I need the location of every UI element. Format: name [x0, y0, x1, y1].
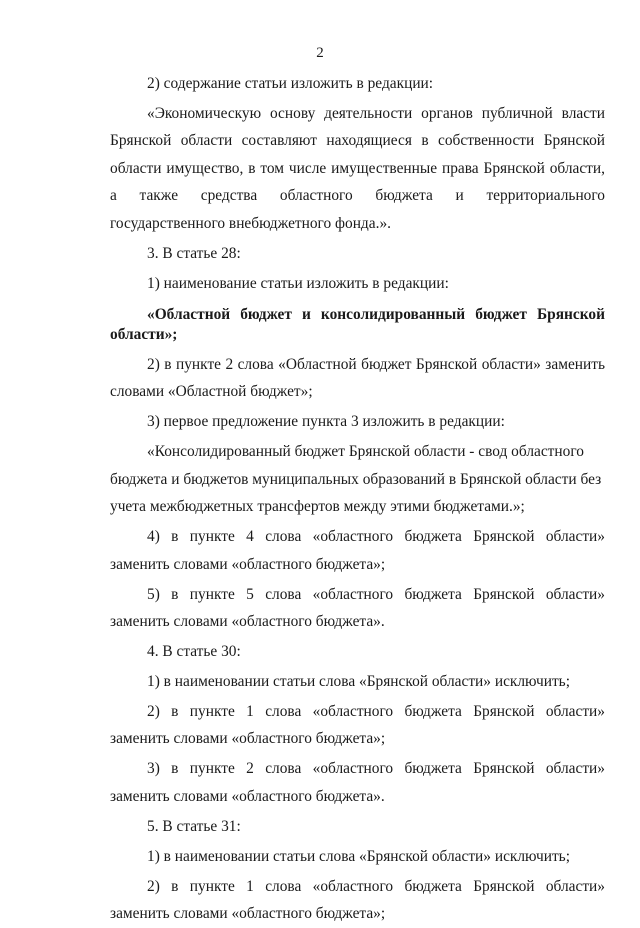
- paragraph-article-30-item-2: 2) в пункте 1 слова «областного бюджета Брянской области» заменить словами «областного бюджета»;: [110, 703, 605, 748]
- paragraph-article-30-heading: 4. В статье 30:: [147, 643, 241, 661]
- paragraph-article-28-item-5: 5) в пункте 5 слова «областного бюджета Брянской области» заменить словами «областного бюджета».: [110, 585, 605, 631]
- paragraph-quoted-economic-basis: «Экономическую основу деятельности органов публичной власти Брянской области составляют находящиеся в собственности Брянской области имущество, в том числе имущественные права Брянской области, а также средства областного бюджета и территориального государственного внебюджетного фонда.».: [110, 105, 605, 232]
- paragraph-article-content-heading: 2) содержание статьи изложить в редакции:: [147, 75, 434, 92]
- paragraph-article-28-item-1: 1) наименование статьи изложить в редакции:: [147, 274, 449, 292]
- paragraph-quoted-consolidated-budget: «Консолидированный бюджет Брянской области - свод областного бюджета и бюджетов муниципальных образований в Брянской области без учета межбюджетных трансфертов между этими бюджетами.»;: [110, 443, 602, 516]
- paragraph-article-28-item-4: 4) в пункте 4 слова «областного бюджета Брянской области» заменить словами «областного бюджета»;: [110, 528, 605, 573]
- paragraph-article-28-item-3: 3) первое предложение пункта 3 изложить в редакции:: [147, 413, 505, 431]
- paragraph-article-28-item-2: 2) в пункте 2 слова «Областной бюджет Брянской области» заменить словами «Областной бюджет»;: [110, 356, 605, 401]
- paragraph-article-30-item-3: 3) в пункте 2 слова «областного бюджета Брянской области» заменить словами «областного бюджета».: [110, 760, 605, 805]
- document-body: [110, 70, 605, 928]
- paragraph-article-31-heading: 5. В статье 31:: [147, 817, 241, 835]
- paragraph-bold-article-title: «Областной бюджет и консолидированный бюджет Брянской области»;: [110, 306, 605, 344]
- paragraph-article-31-item-1: 1) в наименовании статьи слова «Брянской области» исключить;: [147, 847, 570, 865]
- page-number: 2: [316, 45, 324, 61]
- paragraph-article-31-item-2: 2) в пункте 1 слова «областного бюджета Брянской области» заменить словами «областного бюджета»;: [110, 877, 605, 923]
- paragraph-article-28-heading: 3. В статье 28:: [147, 244, 241, 262]
- paragraph-article-30-item-1: 1) в наименовании статьи слова «Брянской области» исключить;: [147, 673, 570, 691]
